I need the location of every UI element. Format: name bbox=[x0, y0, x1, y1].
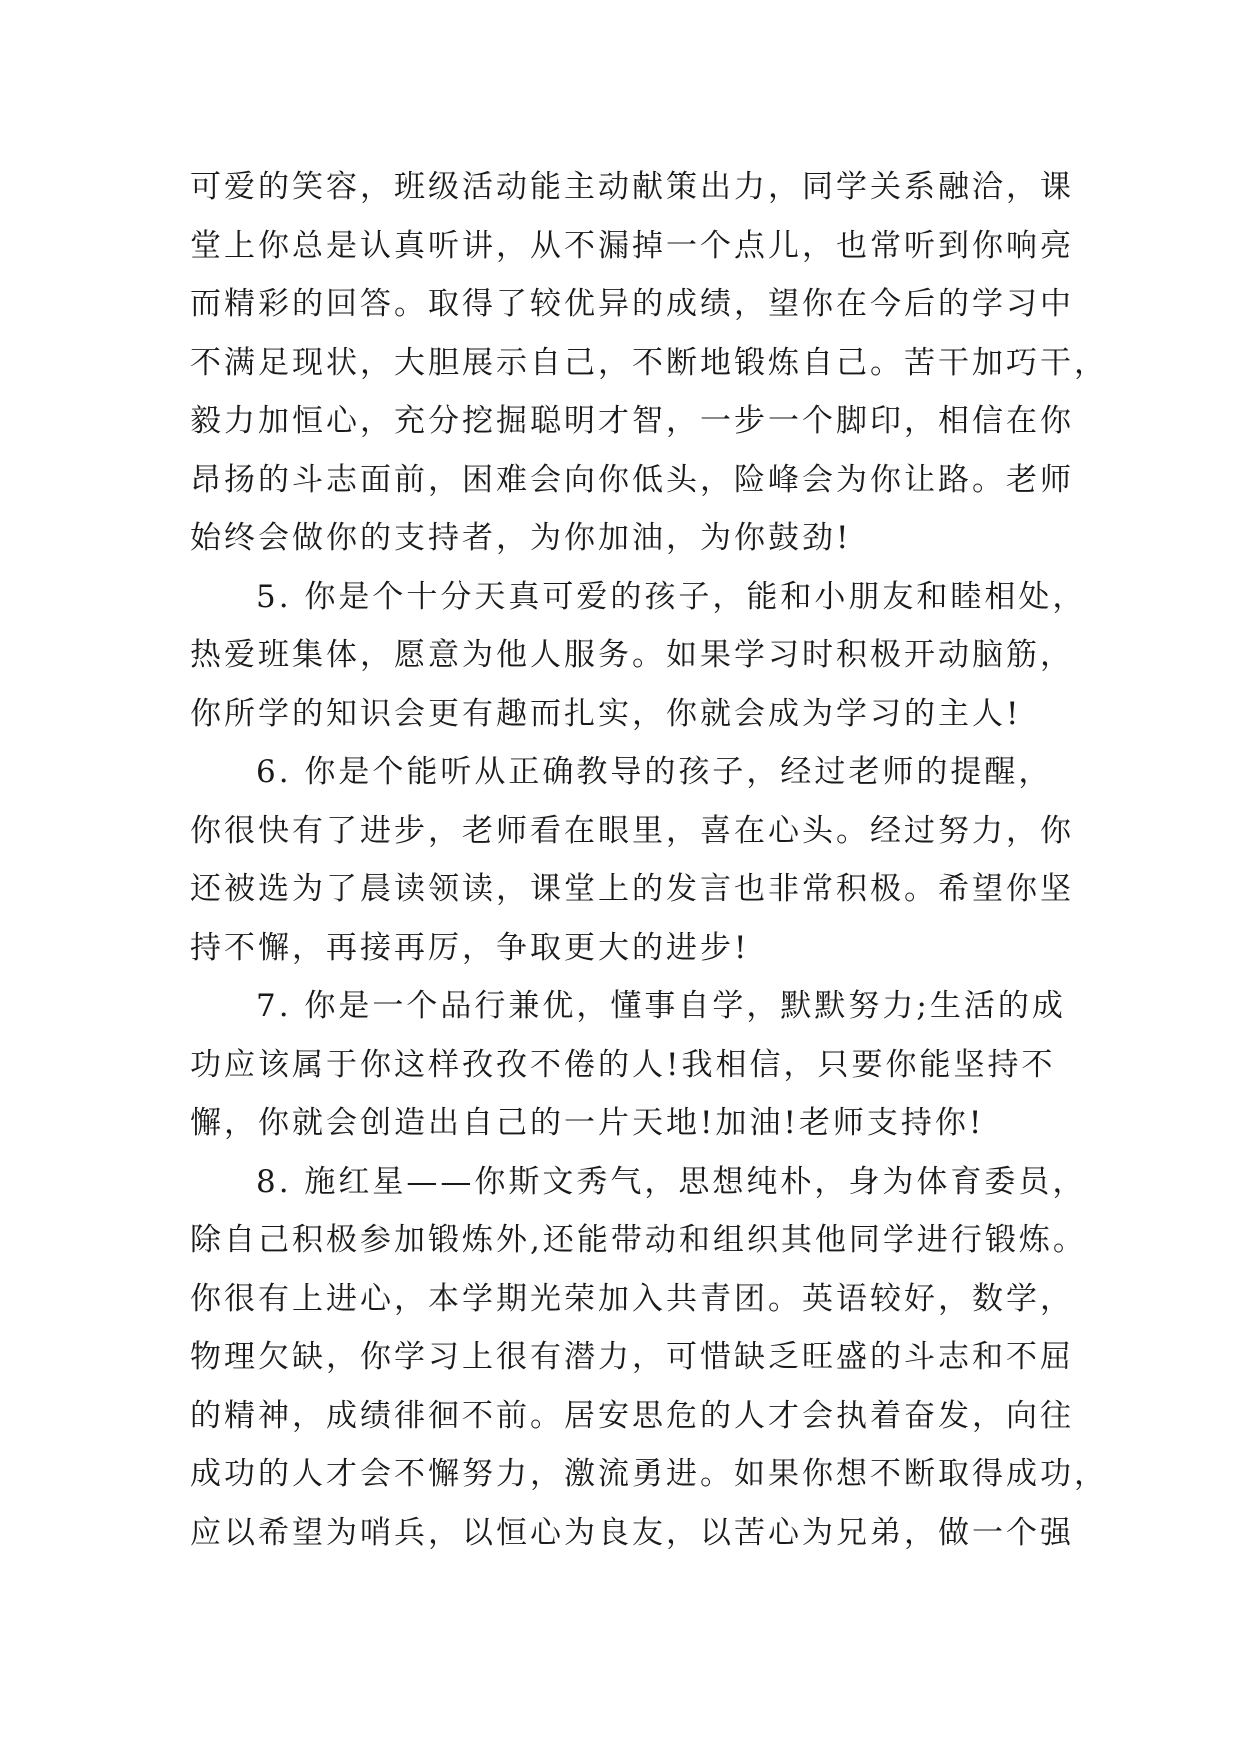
text-line: 成功的人才会不懈努力，激流勇进。如果你想不断取得成功， bbox=[190, 1456, 1108, 1492]
text-line: 的精神，成绩徘徊不前。居安思危的人才会执着奋发，向往 bbox=[190, 1397, 1074, 1434]
body-text bbox=[190, 158, 1108, 1562]
paragraph-start-line: 7. 你是一个品行兼优，懂事自学，默默努力;生活的成 bbox=[256, 988, 1066, 1024]
text-line: 毅力加恒心，充分挖掘聪明才智，一步一个脚印，相信在你 bbox=[190, 403, 1074, 439]
text-line: 持不懈，再接再厉，争取更大的进步! bbox=[190, 929, 750, 966]
text-line: 懈，你就会创造出自己的一片天地!加油!老师支持你! bbox=[190, 1105, 985, 1141]
text-line: 你很有上进心，本学期光荣加入共青团。英语较好，数学， bbox=[190, 1280, 1074, 1317]
text-line: 可爱的笑容，班级活动能主动献策出力，同学关系融洽，课 bbox=[190, 169, 1074, 205]
paragraph-start-line: 8. 施红星——你斯文秀气，思想纯朴，身为体育委员， bbox=[256, 1163, 1087, 1200]
text-line: 不满足现状，大胆展示自己，不断地锻炼自己。苦干加巧干， bbox=[190, 344, 1108, 381]
text-line: 堂上你总是认真听讲，从不漏掉一个点儿，也常听到你响亮 bbox=[190, 227, 1074, 264]
text-line: 昂扬的斗志面前，困难会向你低头，险峰会为你让路。老师 bbox=[190, 461, 1074, 498]
text-line: 你所学的知识会更有趣而扎实，你就会成为学习的主人! bbox=[190, 695, 1022, 732]
paragraph-start-line: 5. 你是个十分天真可爱的孩子，能和小朋友和睦相处， bbox=[256, 578, 1087, 615]
text-line: 除自己积极参加锻炼外,还能带动和组织其他同学进行锻炼。 bbox=[190, 1222, 1087, 1258]
paragraph-start-line: 6. 你是个能听从正确教导的孩子，经过老师的提醒， bbox=[256, 754, 1053, 790]
text-line: 还被选为了晨读领读，课堂上的发言也非常积极。希望你坚 bbox=[190, 871, 1074, 907]
text-line: 你很快有了进步，老师看在眼里，喜在心头。经过努力，你 bbox=[190, 812, 1074, 849]
text-line: 物理欠缺，你学习上很有潜力，可惜缺乏旺盛的斗志和不屈 bbox=[190, 1339, 1074, 1375]
text-line: 始终会做你的支持者，为你加油，为你鼓劲! bbox=[190, 520, 852, 556]
text-line: 热爱班集体，愿意为他人服务。如果学习时积极开动脑筋， bbox=[190, 637, 1074, 673]
text-line: 功应该属于你这样孜孜不倦的人!我相信，只要你能坚持不 bbox=[190, 1046, 1056, 1083]
text-line: 应以希望为哨兵，以恒心为良友，以苦心为兄弟，做一个强 bbox=[190, 1514, 1074, 1551]
text-line: 而精彩的回答。取得了较优异的成绩，望你在今后的学习中 bbox=[190, 286, 1074, 322]
